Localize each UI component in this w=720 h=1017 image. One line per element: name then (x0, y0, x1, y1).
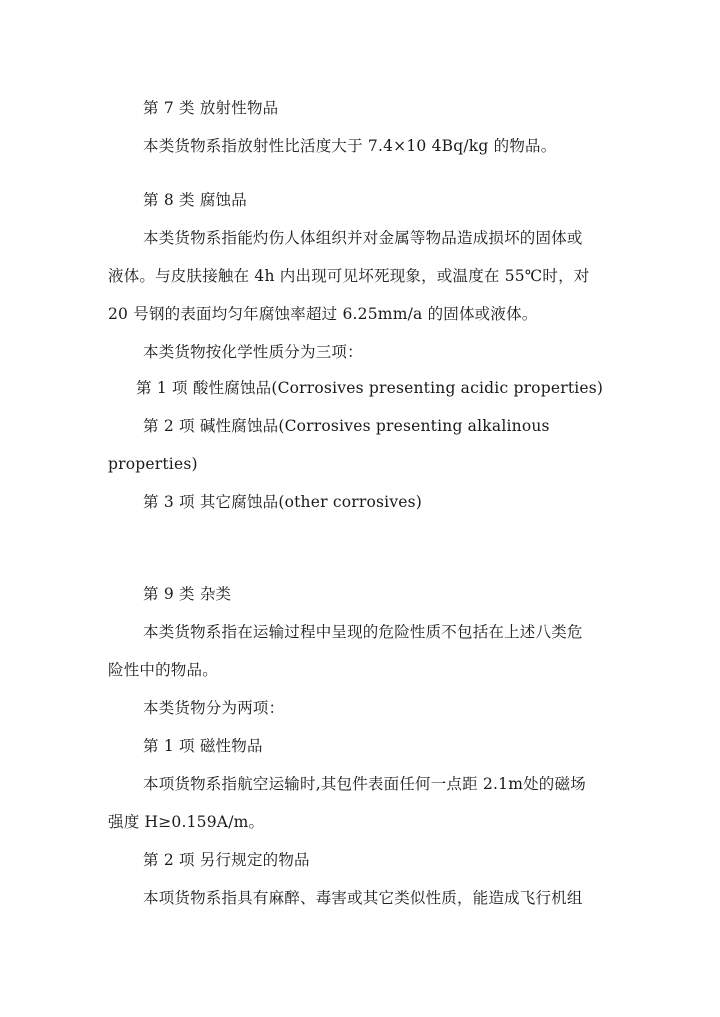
class-9-body-line-2: 险性中的物品。 (108, 661, 218, 679)
class-8-body-line-1: 本类货物系指能灼伤人体组织并对金属等物品造成损坏的固体或 (143, 229, 583, 247)
class-7-body: 本类货物系指放射性比活度大于 7.4×10 4Bq/kg 的物品。 (143, 137, 557, 155)
class-8-item-2-line-1: 第 2 项 碱性腐蚀品(Corrosives presenting alkalinous (143, 417, 550, 435)
class-9-item-2-body-line-1: 本项货物系指具有麻醉、毒害或其它类似性质，能造成飞行机组 (143, 889, 583, 907)
class-9-body-line-1: 本类货物系指在运输过程中呈现的危险性质不包括在上述八类危 (143, 623, 583, 641)
class-8-body-line-2: 液体。与皮肤接触在 4h 内出现可见坏死现象，或温度在 55℃时，对 (108, 267, 590, 285)
class-9-item-2-title: 第 2 项 另行规定的物品 (143, 851, 310, 869)
class-8-split-intro: 本类货物按化学性质分为三项： (143, 343, 363, 361)
class-8-item-2-line-2: properties) (108, 455, 198, 473)
class-8-heading: 第 8 类 腐蚀品 (143, 191, 247, 209)
class-9-item-1-body-line-1: 本项货物系指航空运输时,其包件表面任何一点距 2.1m处的磁场 (143, 775, 586, 793)
class-9-split-intro: 本类货物分为两项： (143, 699, 285, 717)
class-8-item-1: 第 1 项 酸性腐蚀品(Corrosives presenting acidic properties) (136, 379, 604, 397)
class-9-item-1-title: 第 1 项 磁性物品 (143, 737, 263, 755)
class-7-heading: 第 7 类 放射性物品 (143, 99, 279, 117)
class-8-item-3: 第 3 项 其它腐蚀品(other corrosives) (143, 493, 423, 511)
class-8-body-line-3: 20 号钢的表面均匀年腐蚀率超过 6.25mm/a 的固体或液体。 (108, 305, 538, 323)
class-9-heading: 第 9 类 杂类 (143, 585, 232, 603)
class-9-item-1-body-line-2: 强度 H≥0.159A/m。 (108, 813, 265, 831)
